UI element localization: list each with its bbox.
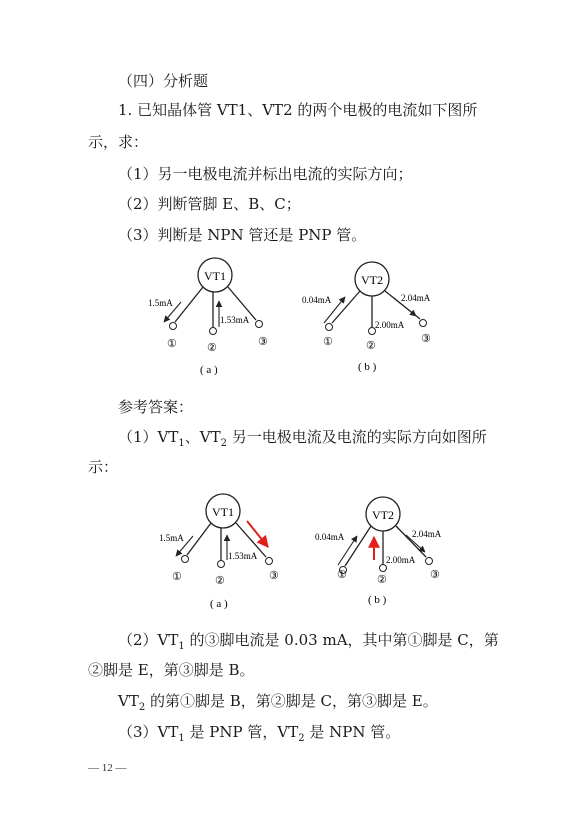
answer-current-a-mid: 1.53mA [228, 551, 258, 561]
answer-current-a-left: 1.5mA [159, 533, 184, 543]
pin-a-1-label: ① [167, 338, 177, 350]
question-item-2: （2）判断管脚 E、B、C； [118, 195, 301, 213]
answer-1-mid: 、VT [184, 428, 221, 446]
pin-b-3-label: ③ [421, 333, 431, 345]
transistor-vt2-label: VT2 [361, 273, 383, 287]
answer-3-rest: 是 NPN 管。 [304, 723, 401, 741]
current-a-mid: 1.53mA [220, 315, 250, 325]
answer-pin-b-3 [426, 558, 433, 565]
answer-vt1-label: VT1 [212, 505, 234, 519]
answer-1-prefix: （1）VT [118, 428, 179, 446]
answer-2-vt2-line [118, 692, 438, 717]
current-b-mid: 2.00mA [375, 320, 405, 330]
answer-pin-a-2 [218, 561, 225, 568]
answer-3-mid: 是 PNP 管，VT [184, 723, 299, 741]
answer-3-prefix: （3）VT [118, 723, 179, 741]
answer-pin-a-3-label: ③ [269, 570, 279, 582]
pin-b-1 [326, 324, 333, 331]
pin-b-1-label: ① [323, 336, 333, 348]
pin-a-3 [256, 321, 263, 328]
section-title: （四）分析题 [118, 72, 209, 90]
answer-1-sub1: 1 [178, 438, 185, 449]
answer-pin-b-2-label: ② [377, 574, 387, 586]
question-item-3: （3）判断是 NPN 管还是 PNP 管。 [118, 226, 367, 244]
answer-caption-a: ( a ) [210, 598, 228, 610]
answer-2-prefix: （2）VT [118, 631, 179, 649]
pin-a-1 [170, 323, 177, 330]
figure-a [148, 258, 268, 376]
answer-figure [150, 490, 460, 615]
answer-pin-b-3-label: ③ [430, 569, 440, 581]
question-line-2: 示，求： [88, 133, 149, 151]
answer-current-b-left: 0.04mA [315, 532, 345, 542]
answer-arrow-a-red [247, 521, 268, 547]
answer-pin-a-1-label: ① [172, 571, 182, 583]
answer-pin-b-1-label: ① [337, 569, 347, 581]
answer-pin-b-2 [380, 565, 387, 572]
answer-2-rest: 的③脚电流是 0.03 mA，其中第①脚是 C，第 [184, 631, 499, 649]
question-line-1: 1. 已知晶体管 VT1、VT2 的两个电极的电流如下图所 [118, 101, 478, 119]
answer-2-line-1 [118, 631, 499, 656]
answer-3-line [118, 723, 400, 748]
answer-3-sub2: 2 [298, 733, 305, 744]
current-b-right: 2.04mA [401, 293, 431, 303]
answer-3-sub1: 1 [178, 733, 185, 744]
answer-2-vt2-prefix: VT [118, 692, 139, 710]
answer-1-rest: 另一电极电流及电流的实际方向如图所 [226, 428, 487, 446]
transistor-vt1-label: VT1 [204, 269, 226, 283]
answer-2-vt2-sub: 2 [138, 702, 146, 713]
answer-lead-b-1 [345, 526, 371, 566]
figure-b [302, 262, 431, 373]
answer-1-sub2: 2 [220, 438, 227, 449]
answer-2-line-2: ②脚是 E，第③脚是 B。 [88, 661, 255, 679]
pin-b-2-label: ② [366, 340, 376, 352]
answer-figure-a [159, 494, 279, 610]
answer-current-b-mid: 2.00mA [386, 555, 416, 565]
answer-vt2-label: VT2 [372, 508, 394, 522]
answer-2-vt2-rest: 的第①脚是 B，第②脚是 C，第③脚是 E。 [145, 692, 438, 710]
caption-b: ( b ) [358, 361, 377, 373]
lead-b-1 [332, 291, 360, 323]
question-figure [140, 255, 450, 385]
pin-a-3-label: ③ [258, 336, 268, 348]
answer-current-b-right: 2.04mA [412, 529, 442, 539]
answer-figure-b [315, 497, 442, 606]
answer-caption-b: ( b ) [368, 594, 387, 606]
pin-a-2-label: ② [207, 342, 217, 354]
answer-1-line-1 [118, 428, 487, 453]
answer-1-line-2: 示： [88, 458, 119, 476]
question-item-1: （1）另一电极电流并标出电流的实际方向； [118, 165, 413, 183]
answer-pin-a-3 [266, 558, 273, 565]
pin-b-3 [420, 320, 427, 327]
answer-heading: 参考答案： [118, 398, 194, 416]
pin-a-2 [210, 328, 217, 335]
current-a-left: 1.5mA [148, 298, 173, 308]
answer-pin-a-2-label: ② [215, 575, 225, 587]
answer-2-sub: 1 [178, 641, 185, 652]
page-number: — 12 — [88, 762, 127, 774]
current-b-left: 0.04mA [302, 295, 332, 305]
caption-a: ( a ) [200, 364, 218, 376]
answer-pin-a-1 [182, 556, 189, 563]
